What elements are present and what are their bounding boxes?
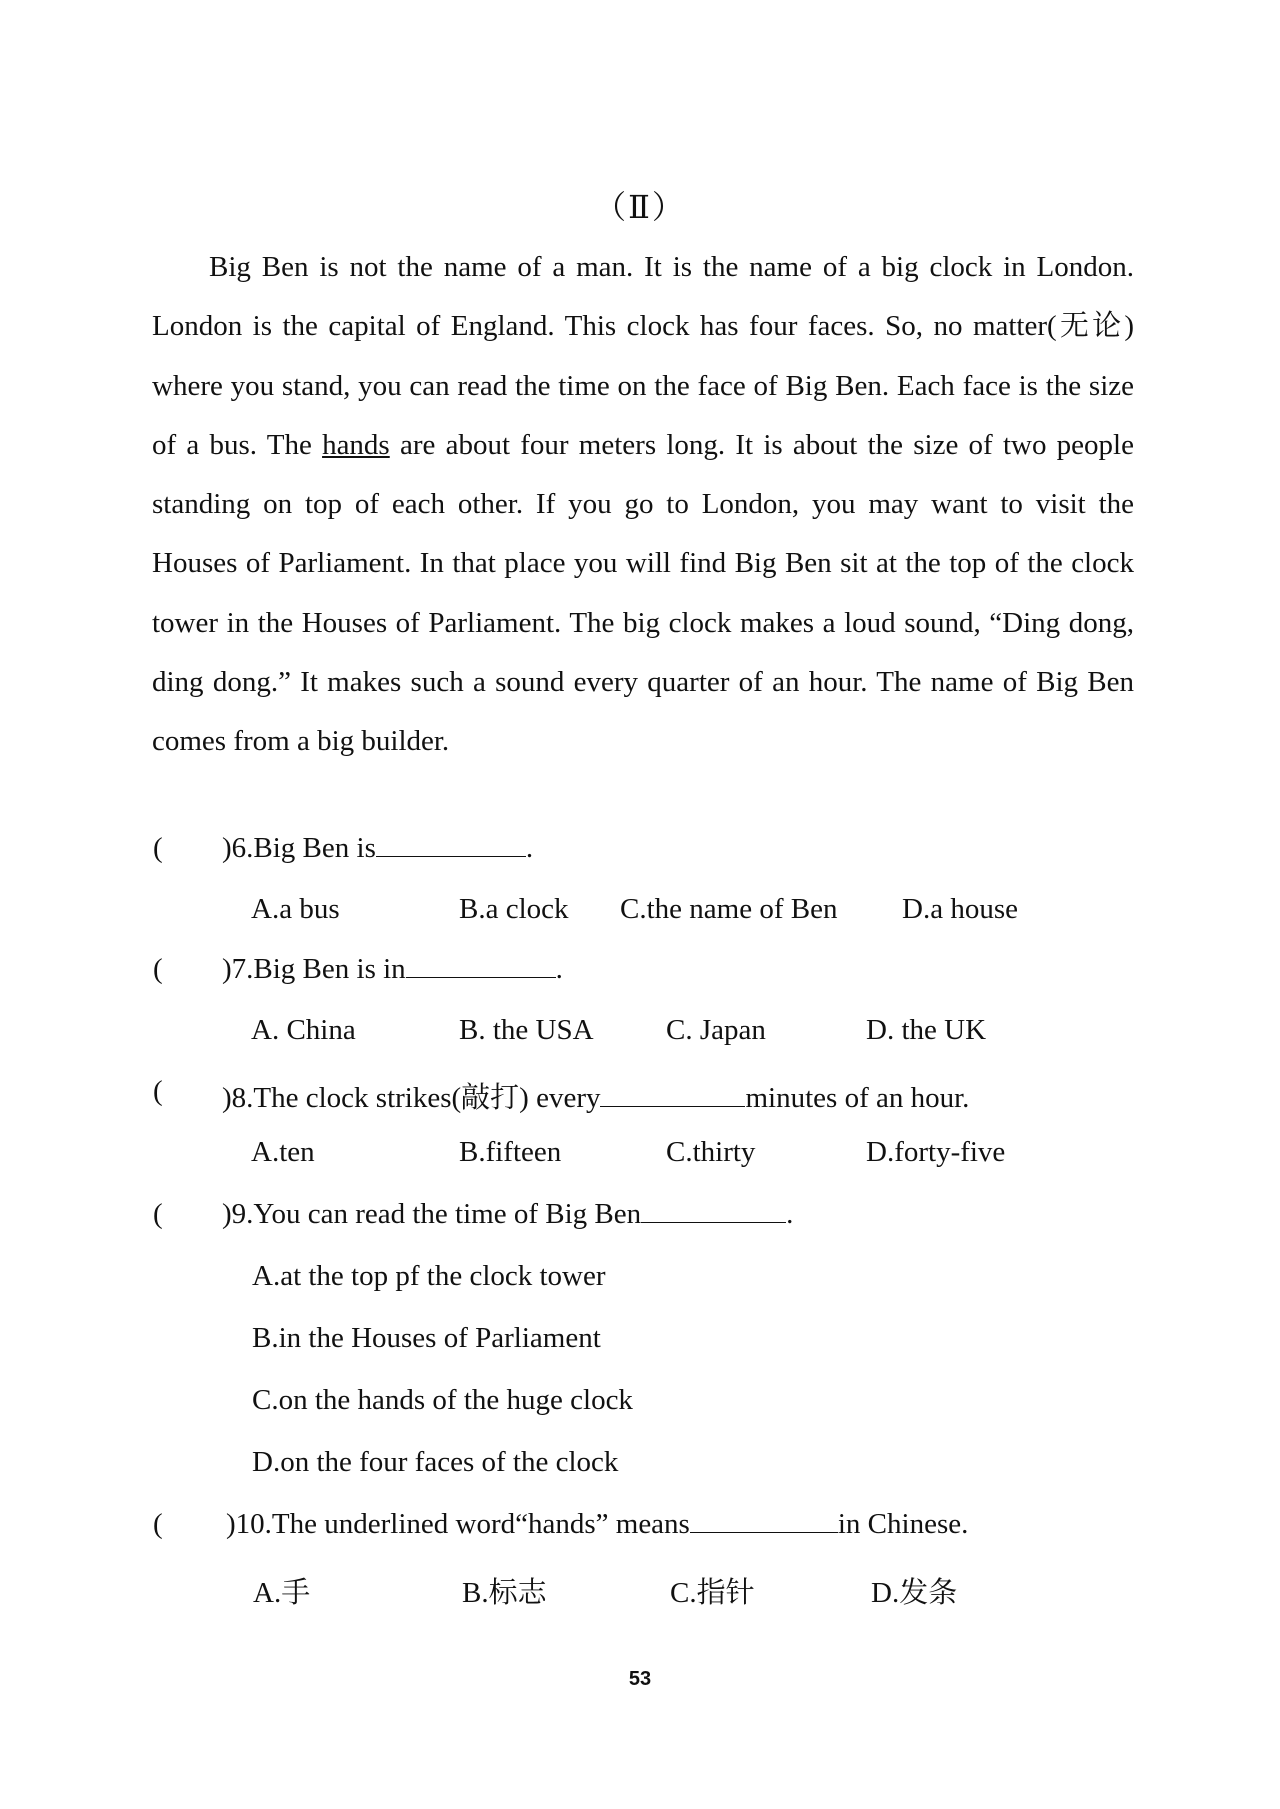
- option-d: D. the UK: [866, 1014, 987, 1046]
- question-9-option-d: D.on the four faces of the clock: [252, 1446, 619, 1478]
- option-b: B.a clock: [459, 893, 569, 925]
- answer-paren: (: [153, 1075, 163, 1107]
- option-b: B. the USA: [459, 1014, 594, 1046]
- section-title: （Ⅱ）: [594, 189, 686, 225]
- question-stem: )6.Big Ben is .: [222, 832, 534, 864]
- passage-text-1: Big Ben is not the name of a man. It is the name of a big clock in London. London is the capital of England. This clock has four faces. So, no matter(无论) where you stand, you can read the time on the face of Big Ben. Each face is the size of a bus. The: [152, 251, 1134, 461]
- question-10: [0, 1508, 1280, 1548]
- question-stem: )10.The underlined word“hands” means in Chinese.: [226, 1508, 969, 1540]
- option-d: D.forty-five: [866, 1136, 1006, 1168]
- question-8: [0, 1075, 1280, 1115]
- question-7: [0, 953, 1280, 993]
- question-stem: )9.You can read the time of Big Ben .: [222, 1198, 794, 1230]
- option-a: A.ten: [251, 1136, 315, 1168]
- question-9: [0, 1198, 1280, 1238]
- answer-paren: (: [153, 1198, 163, 1230]
- answer-paren: (: [153, 832, 163, 864]
- question-stem: )7.Big Ben is in .: [222, 953, 563, 985]
- passage-paragraph: [152, 238, 1134, 772]
- question-7-options: [0, 1014, 1280, 1054]
- passage-text-2: are about four meters long. It is about the size of two people standing on top of each other. If you go to London, you may want to visit the Houses of Parliament. In that place you will find Big Ben sit at the top of the clock tower in the Houses of Parliament. The big clock makes a loud sound, “Ding dong, ding dong.” It makes such a sound every quarter of an hour. The name of Big Ben comes from a big builder.: [152, 428, 1134, 758]
- question-10-options: [0, 1570, 1280, 1610]
- answer-blank: [600, 1084, 745, 1107]
- question-stem: )8.The clock strikes(敲打) every minutes of an hour.: [222, 1082, 970, 1114]
- option-c: C.指针: [670, 1577, 755, 1609]
- option-b: B.fifteen: [459, 1136, 562, 1168]
- question-6: [0, 832, 1280, 872]
- option-d: D.发条: [871, 1577, 958, 1609]
- option-d: D.a house: [902, 893, 1018, 925]
- option-a: A.手: [253, 1577, 311, 1609]
- answer-paren: (: [153, 1508, 163, 1540]
- answer-blank: [690, 1510, 838, 1533]
- answer-blank: [406, 955, 556, 978]
- option-c: C.thirty: [666, 1136, 756, 1168]
- question-9-option-c: C.on the hands of the huge clock: [252, 1384, 633, 1416]
- underlined-word-hands: hands: [322, 428, 390, 461]
- option-c: C.the name of Ben: [620, 893, 838, 925]
- page-number: 53: [628, 1668, 652, 1690]
- answer-blank: [376, 834, 526, 857]
- reading-passage: [152, 238, 1134, 772]
- question-9-option-b: B.in the Houses of Parliament: [252, 1322, 601, 1354]
- answer-blank: [641, 1200, 786, 1223]
- question-6-options: [0, 893, 1280, 933]
- option-b: B.标志: [462, 1577, 547, 1609]
- question-9-option-a: A.at the top pf the clock tower: [252, 1260, 606, 1292]
- option-c: C. Japan: [666, 1014, 766, 1046]
- option-a: A. China: [251, 1014, 356, 1046]
- option-a: A.a bus: [251, 893, 340, 925]
- question-8-options: [0, 1136, 1280, 1176]
- answer-paren: (: [153, 953, 163, 985]
